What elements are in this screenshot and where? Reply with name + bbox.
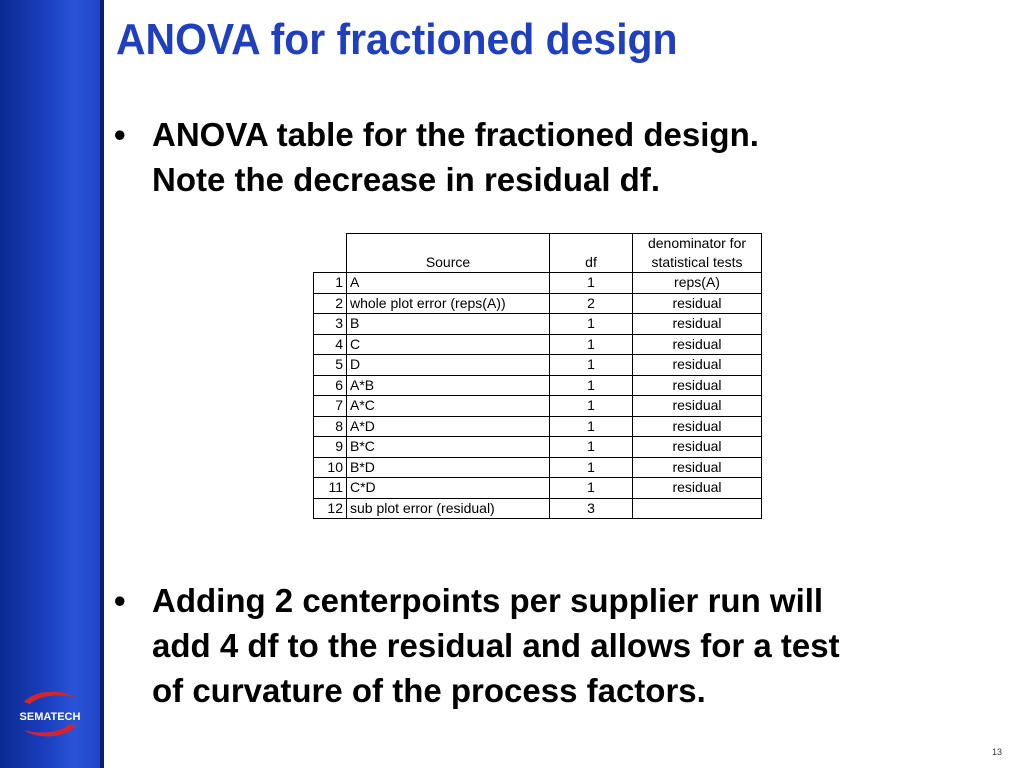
row-number-cell: 7 <box>314 396 347 417</box>
source-cell: C*D <box>347 478 550 499</box>
df-cell: 1 <box>550 437 633 458</box>
denominator-cell: residual <box>633 334 762 355</box>
source-cell: A*D <box>347 416 550 437</box>
denominator-cell: residual <box>633 457 762 478</box>
bullet-2-line-3: of curvature of the process factors. <box>152 672 706 709</box>
table-row <box>314 355 762 376</box>
denominator-cell: residual <box>633 437 762 458</box>
row-number-cell: 11 <box>314 478 347 499</box>
denominator-cell: residual <box>633 478 762 499</box>
df-cell: 1 <box>550 375 633 396</box>
df-cell: 1 <box>550 355 633 376</box>
header-denominator <box>633 234 762 273</box>
bullet-1-line-2: Note the decrease in residual df. <box>152 161 660 198</box>
df-cell: 1 <box>550 334 633 355</box>
source-cell: B*D <box>347 457 550 478</box>
denominator-cell: residual <box>633 396 762 417</box>
header-denominator-line-1: denominator for <box>647 235 747 251</box>
source-cell: A*C <box>347 396 550 417</box>
bullet-1-line-1: ANOVA table for the fractioned design. <box>152 116 759 153</box>
df-cell: 1 <box>550 478 633 499</box>
logo-swoosh-bottom <box>24 724 76 736</box>
sidebar-band <box>0 0 100 768</box>
bullet-1-text <box>152 112 759 202</box>
df-cell: 1 <box>550 314 633 335</box>
header-denominator-line-2: statistical tests <box>651 254 743 270</box>
table-row <box>314 314 762 335</box>
denominator-cell: residual <box>633 355 762 376</box>
denominator-cell <box>633 498 762 519</box>
table-row <box>314 396 762 417</box>
header-blank-cell <box>314 234 347 273</box>
df-cell: 2 <box>550 293 633 314</box>
table-row <box>314 457 762 478</box>
table-row <box>314 293 762 314</box>
table-row <box>314 273 762 294</box>
bullet-marker: • <box>114 582 126 619</box>
row-number-cell: 5 <box>314 355 347 376</box>
bullet-2 <box>114 578 1004 718</box>
denominator-cell: residual <box>633 314 762 335</box>
df-cell: 1 <box>550 457 633 478</box>
anova-table <box>313 233 762 519</box>
table-row <box>314 334 762 355</box>
bullet-1 <box>114 112 994 212</box>
table-row <box>314 498 762 519</box>
row-number-cell: 4 <box>314 334 347 355</box>
df-cell: 1 <box>550 273 633 294</box>
df-cell: 3 <box>550 498 633 519</box>
denominator-cell: residual <box>633 293 762 314</box>
row-number-cell: 2 <box>314 293 347 314</box>
page-number: 13 <box>992 747 1003 757</box>
row-number-cell: 1 <box>314 273 347 294</box>
bullet-2-text <box>152 578 840 713</box>
logo-text: SEMATECH <box>19 711 81 723</box>
table-row <box>314 478 762 499</box>
source-cell: B*C <box>347 437 550 458</box>
df-cell: 1 <box>550 396 633 417</box>
row-number-cell: 6 <box>314 375 347 396</box>
df-cell: 1 <box>550 416 633 437</box>
sematech-logo <box>10 686 90 742</box>
row-number-cell: 9 <box>314 437 347 458</box>
logo-swoosh-top <box>24 692 76 704</box>
source-cell: A*B <box>347 375 550 396</box>
bullet-2-line-2: add 4 df to the residual and allows for a test <box>152 627 840 664</box>
denominator-cell: reps(A) <box>633 273 762 294</box>
source-cell: whole plot error (reps(A)) <box>347 293 550 314</box>
sidebar-edge <box>100 0 104 768</box>
row-number-cell: 10 <box>314 457 347 478</box>
row-number-cell: 3 <box>314 314 347 335</box>
table-row <box>314 437 762 458</box>
table-row <box>314 416 762 437</box>
bullet-2-line-1: Adding 2 centerpoints per supplier run will <box>152 582 824 619</box>
row-number-cell: 8 <box>314 416 347 437</box>
source-cell: D <box>347 355 550 376</box>
header-source: Source <box>347 234 550 273</box>
slide-title: ANOVA for fractioned design <box>116 15 678 64</box>
table-header-row <box>314 234 762 273</box>
source-cell: C <box>347 334 550 355</box>
table-row <box>314 375 762 396</box>
bullet-marker: • <box>114 116 126 153</box>
header-df: df <box>550 234 633 273</box>
source-cell: sub plot error (residual) <box>347 498 550 519</box>
denominator-cell: residual <box>633 375 762 396</box>
source-cell: A <box>347 273 550 294</box>
source-cell: B <box>347 314 550 335</box>
denominator-cell: residual <box>633 416 762 437</box>
row-number-cell: 12 <box>314 498 347 519</box>
